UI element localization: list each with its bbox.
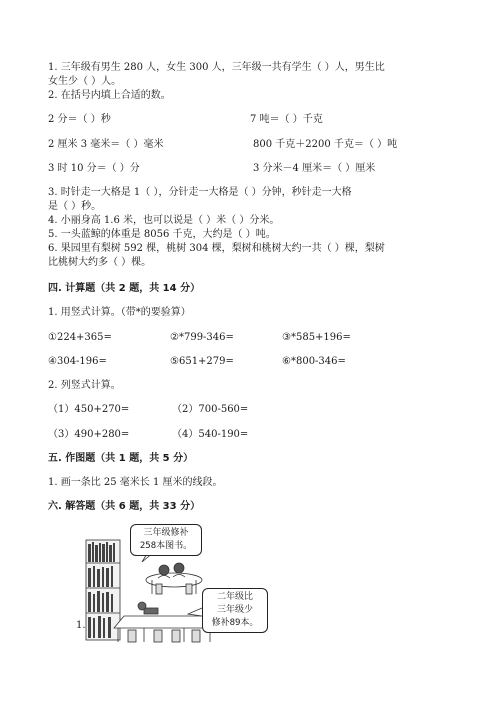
fill-item: 2 分＝（ ）秒: [48, 114, 111, 125]
question-6-line-2: 比桃树大约多（ ）棵。: [48, 257, 152, 268]
calc-item: （3）490+280=: [48, 429, 130, 440]
calc-question-2: 2. 列竖式计算。: [48, 380, 121, 391]
question-5: 5. 一头蓝鲸的体重是 8056 千克，大约是（ ）吨。: [48, 229, 276, 240]
question-6-line-1: 6. 果园里有梨树 592 棵，桃树 304 棵，梨树和桃树大约一共（ ）棵，梨树: [48, 243, 385, 254]
bubble-text-line: 二年级比: [216, 592, 253, 602]
draw-question-1: 1. 画一条比 25 毫米长 1 厘米的线段。: [48, 477, 223, 488]
question-3-line-2: 是（ ）秒。: [48, 201, 102, 212]
bubble-text-line: 三年级少: [216, 605, 253, 615]
question-2: 2. 在括号内填上合适的数。: [48, 90, 171, 101]
section-title-drawing: 五. 作图题（共 1 题，共 5 分）: [48, 453, 194, 464]
calc-item: ⑥*800-346=: [282, 356, 346, 367]
calc-item: ④304-196=: [48, 356, 107, 367]
question-3-line-1: 3. 时针走一大格是 1（ ），分针走一大格是（ ）分钟，秒针走一大格: [48, 187, 352, 198]
fill-item: 7 吨＝（ ）千克: [250, 114, 323, 125]
bubble-text-line: 修补89本。: [211, 618, 259, 628]
fill-item: 3 时 10 分＝（ ）分: [48, 163, 140, 174]
calc-question-1: 1. 用竖式计算。（带*的要验算）: [48, 307, 191, 318]
question-1-line-2: 女生少（ ）人。: [48, 76, 122, 87]
speech-bubble-grade-three: [130, 524, 202, 556]
section-title-solving: 六. 解答题（共 6 题，共 33 分）: [48, 501, 201, 512]
calc-item: （4）540-190=: [172, 429, 249, 440]
question-4: 4. 小丽身高 1.6 米，也可以说是（ ）米（ ）分米。: [48, 215, 280, 226]
speech-bubble-grade-two: [202, 588, 268, 633]
calc-item: ③*585+196=: [282, 332, 351, 343]
library-illustration: [84, 518, 274, 643]
calc-item: （2）700-560=: [172, 404, 249, 415]
fill-item: 3 分米－4 厘米＝（ ）厘米: [253, 163, 376, 174]
section-title-calculation: 四. 计算题（共 2 题，共 14 分）: [48, 283, 201, 294]
calc-item: ①224+365=: [48, 332, 112, 343]
fill-item: 2 厘米 3 毫米＝（ ）毫米: [48, 139, 164, 150]
calc-item: （1）450+270=: [48, 404, 130, 415]
bubble-text-line: 三年级修补: [143, 528, 189, 538]
solve-question-1-number: 1.: [76, 620, 86, 631]
bubble-text-line: 258本图书。: [139, 541, 193, 551]
fill-item: 800 千克＋2200 千克＝（ ）吨: [253, 139, 398, 150]
calc-item: ②*799-346=: [170, 332, 234, 343]
question-1-line-1: 1. 三年级有男生 280 人，女生 300 人，三年级一共有学生（ ）人，男生比: [48, 62, 385, 73]
calc-item: ⑤651+279=: [170, 356, 234, 367]
